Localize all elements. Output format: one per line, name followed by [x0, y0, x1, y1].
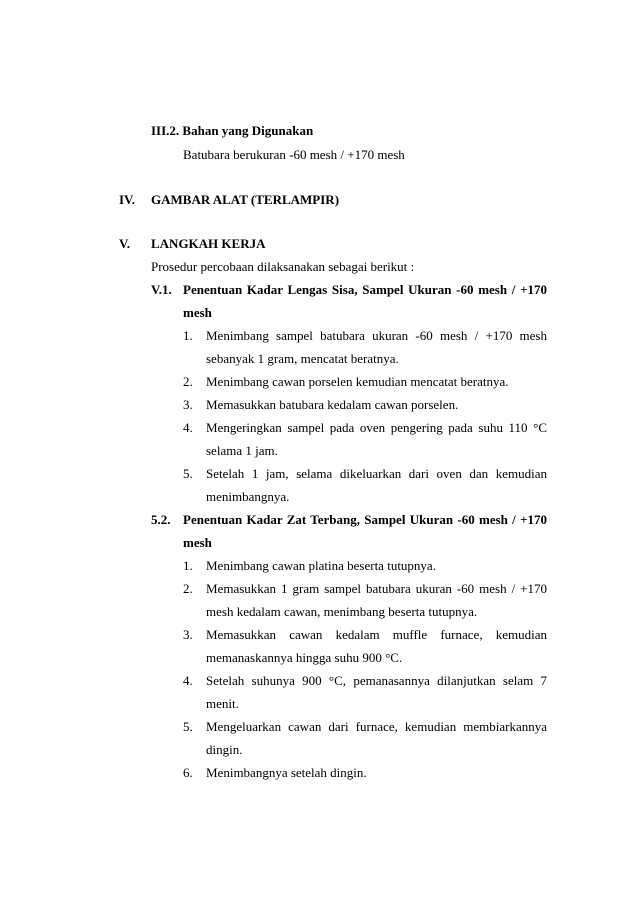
subsection-2-number: 5.2.	[151, 512, 171, 527]
step-number: 6.	[183, 765, 193, 780]
step-text: Setelah suhunya 900 °C, pemanasannya dilanjutkan selam 7	[206, 673, 547, 688]
step-text: Menimbang sampel batubara ukuran -60 mesh / +170 mesh	[206, 328, 547, 343]
section-5-number: V.	[119, 236, 130, 251]
subsection-2-title-line2: mesh	[183, 535, 212, 550]
step-text: Memasukkan batubara kedalam cawan porselen.	[206, 397, 459, 412]
section-3-2-heading: III.2. Bahan yang Digunakan	[151, 123, 314, 138]
step-text-continued: memanaskannya hingga suhu 900 °C.	[206, 650, 403, 665]
step-number: 1.	[183, 558, 193, 573]
step-text: Memasukkan 1 gram sampel batubara ukuran -60 mesh / +170	[206, 581, 547, 596]
section-4-number: IV.	[119, 192, 136, 207]
step-number: 1.	[183, 328, 193, 343]
step-text: Setelah 1 jam, selama dikeluarkan dari oven dan kemudian	[206, 466, 547, 481]
step-text-continued: menit.	[206, 696, 239, 711]
step-text: Mengeluarkan cawan dari furnace, kemudian membiarkannya	[206, 719, 547, 734]
subsection-1-title-line2: mesh	[183, 305, 212, 320]
step-number: 4.	[183, 420, 193, 435]
section-5-intro: Prosedur percobaan dilaksanakan sebagai berikut :	[151, 259, 415, 274]
step-number: 5.	[183, 719, 193, 734]
step-text-continued: menimbangnya.	[206, 489, 290, 504]
subsection-2-title-line1: Penentuan Kadar Zat Terbang, Sampel Ukuran -60 mesh / +170	[183, 512, 547, 527]
step-text: Menimbang cawan platina beserta tutupnya.	[206, 558, 436, 573]
step-text: Mengeringkan sampel pada oven pengering pada suhu 110 °C	[206, 420, 547, 435]
step-number: 3.	[183, 627, 193, 642]
step-text: Menimbang cawan porselen kemudian mencatat beratnya.	[206, 374, 509, 389]
step-text-continued: selama 1 jam.	[206, 443, 278, 458]
step-number: 3.	[183, 397, 193, 412]
section-3-2-text: Batubara berukuran -60 mesh / +170 mesh	[183, 147, 405, 162]
step-number: 2.	[183, 581, 193, 596]
step-text: Memasukkan cawan kedalam muffle furnace, kemudian	[206, 627, 547, 642]
step-text-continued: sebanyak 1 gram, mencatat beratnya.	[206, 351, 399, 366]
section-5-title: LANGKAH KERJA	[151, 236, 266, 251]
step-number: 2.	[183, 374, 193, 389]
subsection-1-title-line1: Penentuan Kadar Lengas Sisa, Sampel Ukuran -60 mesh / +170	[183, 282, 547, 297]
step-number: 4.	[183, 673, 193, 688]
step-number: 5.	[183, 466, 193, 481]
section-4-title: GAMBAR ALAT (TERLAMPIR)	[151, 192, 340, 207]
step-text-continued: dingin.	[206, 742, 243, 757]
step-text-continued: mesh kedalam cawan, menimbang beserta tutupnya.	[206, 604, 478, 619]
subsection-1-number: V.1.	[151, 282, 172, 297]
step-text: Menimbangnya setelah dingin.	[206, 765, 367, 780]
